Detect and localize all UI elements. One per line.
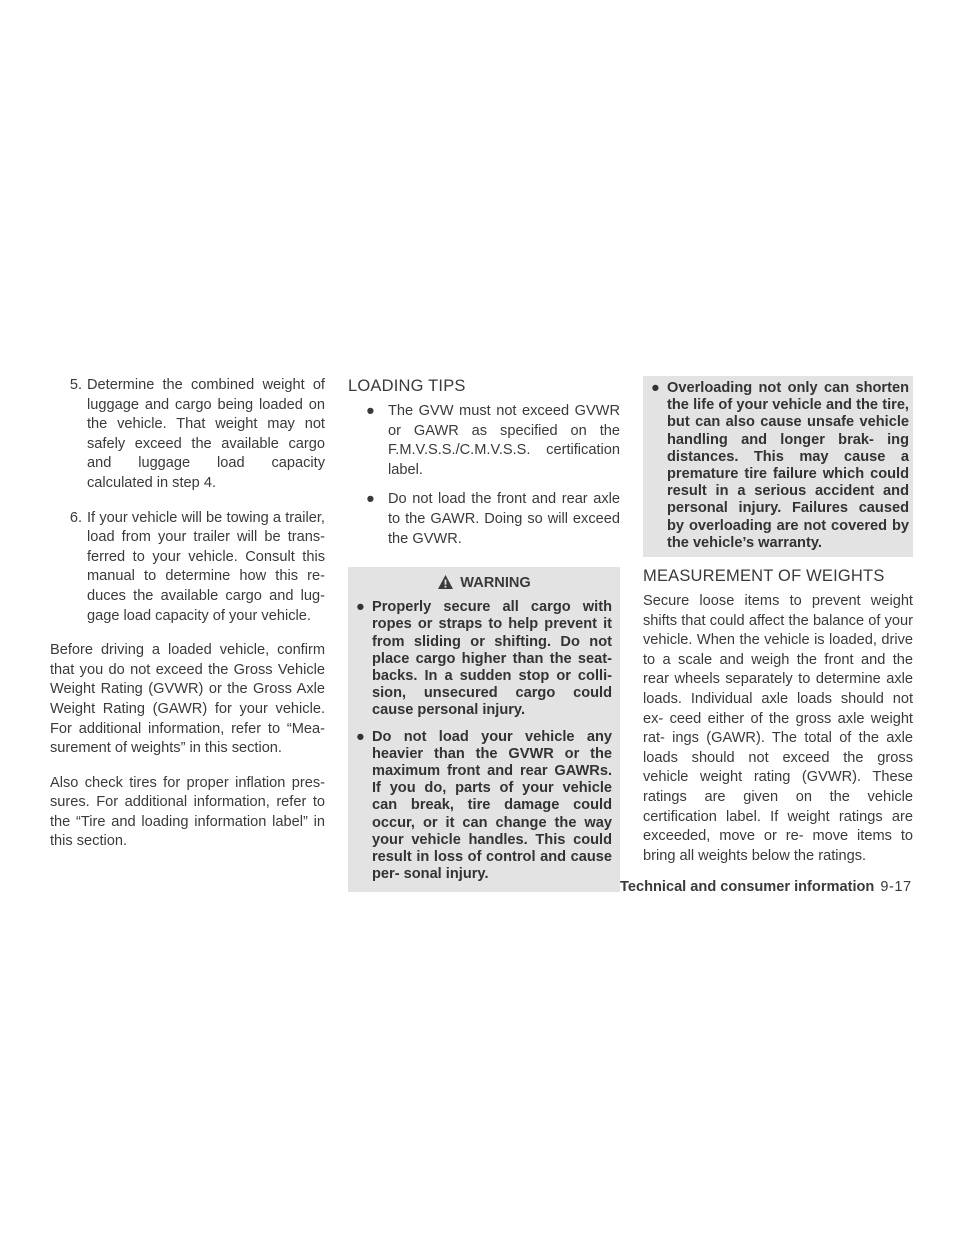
measurement-heading: MEASUREMENT OF WEIGHTS	[643, 567, 885, 586]
paragraph-tire-check: Also check tires for proper inflation pres- sures. For additional information, refer to the “Tire and loading information label” in this section.	[50, 774, 325, 850]
warning-box-continued	[643, 376, 913, 557]
column-right	[643, 376, 913, 881]
bullet-icon: ●	[356, 599, 365, 616]
warning-text: Properly secure all cargo with ropes or straps to help prevent it from sliding or shifting. Do not place cargo higher than the seat- backs. In a sudden stop or colli- sion, unsecured cargo could cause personal injury.	[372, 599, 612, 719]
bullet-icon: ●	[651, 380, 660, 396]
loading-tip-text: Do not load the front and rear axle to the GAWR. Doing so will exceed the GVWR.	[388, 491, 620, 547]
column-middle	[348, 376, 620, 892]
paragraph-measurement: Secure loose items to prevent weight shifts that could affect the balance of your vehicle. When the vehicle is loaded, drive to a scale and weigh the front and the rear wheels separately to determine axle loads. Individual axle loads should not ex- ceed either of the gross axle weight rat- ings (GAWR). The total of the axle loads should not exceed the gross vehicle weight rating (GVWR). These ratings are given on the vehicle certification label. If weight ratings are exceeded, move or re- move items to bring all weights below the ratings.	[643, 593, 913, 864]
bullet-icon: ●	[356, 728, 365, 745]
warning-triangle-icon	[437, 574, 454, 590]
step-number: 6.	[69, 509, 82, 526]
warning-item	[356, 729, 612, 884]
warning-item	[651, 380, 909, 552]
warning-item	[356, 599, 612, 719]
step-5	[50, 376, 325, 494]
warning-header	[356, 573, 612, 593]
warning-box	[348, 567, 620, 892]
warning-text: Do not load your vehicle any heavier than the GVWR or the maximum front and rear GAWRs. If you do, parts of your vehicle can break, tire damage could occur, or it can change the way your vehicle handles. This could result in loss of control and cause per- sonal injury.	[372, 728, 612, 883]
step-6	[50, 509, 325, 627]
paragraph-gvwr-check: Before driving a loaded vehicle, confirm that you do not exceed the Gross Vehicle Weight Rating (GVWR) or the Gross Axle Weight Rating (GAWR) for your vehicle. For additional information, refer to “Mea- surement of weights” in this section.	[50, 642, 325, 757]
loading-tip-item	[348, 490, 620, 549]
loading-tips-heading: LOADING TIPS	[348, 377, 466, 395]
page-footer	[620, 877, 912, 897]
warning-text: Overloading not only can shorten the life of your vehicle and the tire, but can also cause unsafe vehicle handling and longer brak- ing distances. This may cause a premature tire failure which could result in a serious accident and personal injury. Failures caused by overloading are not covered by the vehicle’s warranty.	[667, 380, 909, 551]
bullet-icon: ●	[366, 491, 375, 508]
step-text: If your vehicle will be towing a trailer, load from your trailer will be trans- ferred to your vehicle. Consult this manual to determine how this re- duces the available cargo and lug- gage load capacity of your vehicle.	[87, 509, 325, 624]
loading-tip-text: The GVW must not exceed GVWR or GAWR as specified on the F.M.V.S.S./C.M.V.S.S. certification label.	[388, 403, 620, 478]
step-text: Determine the combined weight of luggage and cargo being loaded on the vehicle. That weight may not safely exceed the available cargo and luggage load capacity calculated in step 4.	[87, 377, 325, 491]
page-number: 9-17	[880, 879, 912, 895]
footer-section-title: Technical and consumer information	[620, 879, 875, 895]
column-left	[50, 376, 325, 867]
step-number: 5.	[69, 377, 82, 393]
loading-tip-item	[348, 402, 620, 480]
warning-title: WARNING	[460, 575, 531, 592]
bullet-icon: ●	[366, 403, 375, 419]
